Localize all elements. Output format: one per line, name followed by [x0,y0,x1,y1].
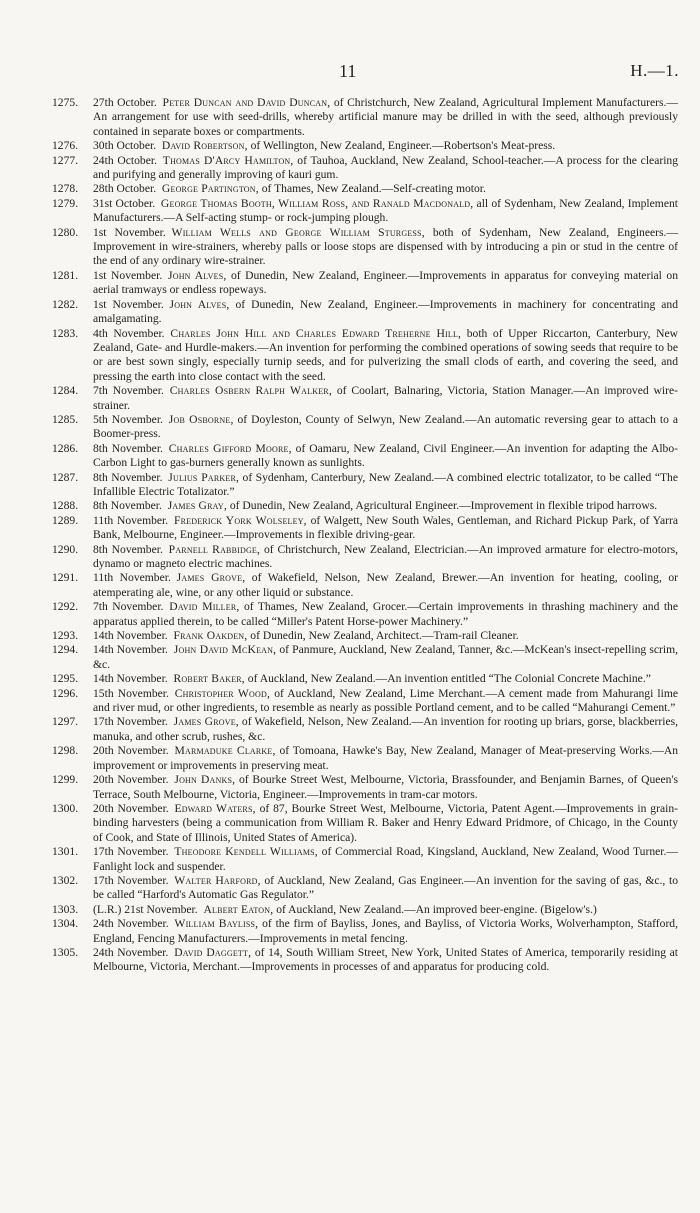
entry-applicants: David Daggett, [174,945,252,959]
entry-text [93,96,678,139]
entry-description: of Auckland, New Zealand, Gas Engineer.—An invention for the saving of gas, &c., to be called “Harford's Automatic Gas Regulator.” [93,873,679,902]
patent-entry [50,571,678,600]
entry-applicants: Frederick York Wolseley, [173,513,307,527]
entry-date: 8th November. [93,441,163,455]
entry-text [93,571,678,600]
entry-number: 1276. [52,139,79,153]
patent-entry [50,802,678,845]
entry-applicants: Albert Eaton, [203,902,274,916]
patent-entry [50,845,678,874]
entry-text [93,744,678,773]
patent-entry [50,298,678,327]
entry-date: 20th November. [93,744,169,758]
patent-entry [50,543,678,572]
page-number: 11 [339,61,357,81]
entry-text [93,269,678,298]
entry-number: 1291. [52,571,79,585]
entry-applicants: William Bayliss, [174,917,259,931]
entry-number: 1292. [52,600,79,614]
entry-applicants: Marmaduke Clarke, [174,744,276,758]
entry-number: 1281. [52,268,79,282]
entry-text [93,384,678,413]
entry-text [93,845,678,874]
entry-number: 1287. [52,470,79,484]
entry-date: 7th November. [93,384,164,398]
entry-description: all of Sydenham, New Zealand, Implement Manufacturers.—A Self-acting stump- or rock-jumping plough. [93,196,678,225]
entry-description: of Auckland, New Zealand.—An improved beer-engine. (Bigelow's.) [273,902,597,916]
entry-text [93,471,678,500]
entry-number: 1282. [52,297,79,311]
patent-entry [50,917,678,946]
entry-number: 1285. [52,412,79,426]
entry-date: 14th November. [93,643,168,657]
entry-applicants: William Wells and George William Sturgess, [171,225,425,239]
entry-number: 1300. [52,801,79,815]
entry-description: of Christchurch, New Zealand, Agricultural Implement Manufacturers.—An arrangement for use with seed-drills, whereby artificial manure may be drilled in with the seed, although previously contained in separate boxes or compartments. [93,96,678,138]
entry-text [93,715,678,744]
entry-description: of 14, South William Street, New York, United States of America, temporarily residing at Melbourne, Victoria, Merchant.—Improvements in processes of and apparatus for producing cold. [93,945,678,974]
entry-text [93,802,678,845]
entry-date: 30th October. [93,139,157,153]
entry-date: 8th November. [93,499,162,513]
entry-date: 17th November. [93,845,169,859]
entry-description: of Sydenham, Canterbury, New Zealand.—A combined electric totalizator, to be called “The Infallible Electric Totalizator.” [93,470,678,498]
entry-text [93,773,678,802]
entry-description: of Thames, New Zealand.—Self-creating motor. [258,182,486,196]
entry-description: of Coolart, Balnaring, Victoria, Station Manager.—An improved wire-strainer. [93,384,678,412]
entry-description: of Dunedin, New Zealand, Engineer.—Improvements in machinery for concentrating and amalgamating. [93,297,678,326]
entry-number: 1304. [52,917,79,931]
entry-number: 1277. [52,153,79,167]
entry-text [93,946,678,975]
patent-entry [50,643,678,672]
patent-entry [50,744,678,773]
entry-applicants: David Miller, [169,600,240,614]
entry-text [93,327,678,385]
entry-applicants: George Thomas Booth, William Ross, and Ranald Macdonald, [160,196,474,210]
patent-entry [50,874,678,903]
entry-applicants: Julius Parker, [168,470,240,484]
entry-applicants: John Alves, [168,268,227,282]
entry-number: 1301. [52,845,79,859]
entry-date: 28th October. [93,182,157,196]
entry-date: 8th November. [93,470,163,484]
entry-text [93,499,678,513]
entry-description: of Bourke Street West, Melbourne, Victoria, Brassfounder, and Benjamin Barnes, of Queen's Terrace, South Melbourne, Victoria, Engineer.—Improvements in tram-car motors. [93,773,679,801]
entry-applicants: Christopher Wood, [174,686,271,700]
patent-entry [50,600,678,629]
entry-date: 5th November. [93,412,163,426]
entry-applicants: Thomas D'Arcy Hamilton, [162,153,294,167]
entry-date: 20th November. [93,801,169,815]
entry-description: of Tauhoa, Auckland, New Zealand, School-teacher.—A process for the clearing and purifying and generally improving of kauri gum. [93,153,679,182]
entry-description: of Oamaru, New Zealand, Civil Engineer.—An invention for adapting the Albo-Carbon Light to gas-burners generally known as sunlights. [93,441,678,470]
entry-applicants: John David McKean, [173,643,277,657]
entry-number: 1303. [52,902,79,916]
entry-text [93,903,678,917]
entry-number: 1298. [52,744,79,758]
patent-entry [50,269,678,298]
entry-date: 4th November. [93,326,165,340]
entry-date: 24th November. [93,917,169,931]
entry-number: 1290. [52,542,79,556]
entry-text [93,629,678,643]
entry-description: of Auckland, New Zealand, Lime Merchant.—A cement made from Mahurangi lime and river mud, or other ingredients, to resemble as nearly as possible Portland cement, and to be called “Mahurangi Cement.” [93,686,678,715]
entry-text [93,197,678,226]
patent-entry [50,687,678,716]
entry-description: of Dunedin, New Zealand, Architect.—Tram-rail Cleaner. [247,629,519,643]
entry-number: 1288. [52,499,79,513]
entry-description: of Tomoana, Hawke's Bay, New Zealand, Manager of Meat-preserving Works.—An improvement or improvements in preserving meat. [93,744,678,772]
entry-text [93,442,678,471]
entry-number: 1294. [52,643,79,657]
entry-number: 1275. [52,96,79,109]
entry-text [93,643,678,672]
patent-entry [50,327,678,385]
entry-applicants: John Alves, [169,297,230,311]
entry-date: 17th November. [93,873,169,887]
patent-entry [50,672,678,686]
entry-date: 8th November. [93,542,163,556]
entry-number: 1280. [52,225,79,239]
patent-entry [50,182,678,196]
entry-text [93,514,678,543]
entry-applicants: David Robertson, [161,139,248,153]
entry-number: 1305. [52,945,79,959]
entry-date: 14th November. [93,629,168,643]
page-header [0,60,700,84]
entry-date: 24th November. [93,945,169,959]
entry-description: of Walgett, New South Wales, Gentleman, and Richard Pickup Park, of Yarra Bank, Melbourne, Engineer.—Improvements in flexible driving-gear. [93,513,678,542]
entry-text [93,672,678,686]
patent-entry [50,197,678,226]
patent-entry [50,629,678,643]
entry-applicants: Charles Gifford Moore, [168,441,292,455]
entry-description: of Commercial Road, Kingsland, Auckland, New Zealand, Wood Turner.—Fanlight lock and suspender. [93,845,678,873]
entry-number: 1297. [52,715,79,729]
entry-date: 1st November. [93,268,163,282]
patent-entry [50,471,678,500]
entry-date: 15th November. [93,686,169,700]
entry-text [93,139,678,153]
entry-date: 20th November. [93,773,169,787]
entry-applicants: James Grove, [176,571,246,585]
entry-number: 1296. [52,686,79,700]
entry-applicants: Charles John Hill and Charles Edward Treherne Hill, [170,326,462,340]
entry-number: 1299. [52,773,79,787]
entry-text [93,687,678,716]
entry-text [93,182,678,196]
entry-description: of Doyleston, County of Selwyn, New Zealand.—An automatic reversing gear to attach to a Boomer-press. [93,412,678,441]
entry-applicants: Robert Baker, [173,672,245,686]
entry-description: of Dunedin, New Zealand, Engineer.—Improvements in apparatus for conveying material on aerial tramways or endless ropeways. [93,268,678,297]
document-reference: H.—1. [630,61,679,80]
entry-text [93,298,678,327]
patent-entry [50,139,678,153]
entry-text [93,226,678,269]
patent-entries-list [50,96,678,975]
entry-applicants: Theodore Kendell Williams, [174,845,318,859]
entry-description: of Thames, New Zealand, Grocer.—Certain improvements in thrashing machinery and the apparatus applied therein, to be called “Miller's Patent Horse-power Machinery.” [93,600,678,628]
patent-entry [50,96,678,139]
entry-description: of Dunedin, New Zealand, Agricultural Engineer.—Improvement in flexible tripod harrows. [226,499,658,513]
entry-text [93,917,678,946]
entry-applicants: James Gray, [167,499,227,513]
entry-number: 1289. [52,513,79,527]
entry-date: 7th November. [93,600,164,614]
entry-description: of Christchurch, New Zealand, Electrician.—An improved armature for electro-motors, dynamo or magneto electric machines. [93,542,678,570]
entry-description: of Wakefield, Nelson, New Zealand, Brewer.—An invention for heating, cooling, or atemperating ale, wine, or any other liquid or substance. [93,571,678,599]
patent-entry [50,442,678,471]
entry-description: of the firm of Bayliss, Jones, and Bayliss, of Victoria Works, Wolverhampton, Stafford, England, Fencing Manufacturers.—Improvements in metal fencing. [93,917,678,945]
entry-applicants: Charles Osbern Ralph Walker, [169,384,332,398]
patent-entry [50,903,678,917]
patent-entry [50,499,678,513]
entry-date: 14th November. [93,672,168,686]
entry-text [93,413,678,442]
entry-number: 1283. [52,326,79,340]
entry-applicants: Job Osborne, [168,412,234,426]
entry-applicants: James Grove, [173,715,239,729]
entry-text [93,154,678,183]
patent-entry [50,226,678,269]
entry-text [93,600,678,629]
entry-date: 27th October. [93,96,157,109]
entry-date: 17th November. [93,715,168,729]
entry-number: 1279. [52,196,79,210]
patent-entry [50,514,678,543]
entry-description: of Panmure, Auckland, New Zealand, Tanner, &c.—McKean's insect-repelling scrim, &c. [93,643,679,671]
entry-number: 1295. [52,672,79,686]
entry-applicants: George Partington, [161,182,259,196]
entry-text [93,543,678,572]
entry-applicants: Parnell Rabbidge, [168,542,261,556]
entry-description: both of Sydenham, New Zealand, Engineers.—Improvement in wire-strainers, whereby palls or loose stops are dispensed with by introducing a pin or stud in the centre of the end of any ordinary wire-strainer. [93,225,678,268]
patent-entry [50,154,678,183]
entry-description: of Wakefield, Nelson, New Zealand.—An invention for rooting up briars, gorse, blackberries, manuka, and other scrub, rushes, &c. [93,715,679,743]
patent-entry [50,413,678,442]
patent-entry [50,773,678,802]
entry-date: 11th November. [93,571,171,585]
entry-description: of Auckland, New Zealand.—An invention entitled “The Colonial Concrete Machine.” [244,672,651,686]
entry-number: 1278. [52,182,79,196]
entry-date: 11th November. [93,513,169,527]
patent-entry [50,946,678,975]
patent-entry [50,384,678,413]
entry-applicants: Peter Duncan and David Duncan, [162,96,331,109]
entry-date: 24th October. [93,153,157,167]
entry-date: (L.R.) 21st November. [93,902,198,916]
entry-number: 1284. [52,384,79,398]
entry-description: of Wellington, New Zealand, Engineer.—Robertson's Meat-press. [247,139,556,153]
entry-description: both of Upper Riccarton, Canterbury, New Zealand, Gate- and Hurdle-makers.—An invention for performing the combined operations of sowing seeds that require to be or are best sown singly, especially turnip seeds, and for pulverizing the small clods of earth, and covering the seed, and pressing the earth into close contact with the seed. [93,326,679,383]
entry-description: of 87, Bourke Street West, Melbourne, Victoria, Patent Agent.—Improvements in grain-binding harvesters (being a communication from William R. Baker and Henry Edward Pridmore, of Chicago, in the County of Cook, and State of Illinois, United States of America). [93,801,678,844]
entry-number: 1286. [52,441,79,455]
entry-date: 1st November. [93,297,164,311]
patent-entry [50,715,678,744]
entry-text [93,874,678,903]
entry-number: 1293. [52,629,79,643]
entry-applicants: Frank Oakden, [173,629,248,643]
entry-date: 1st November. [93,225,166,239]
entry-applicants: Walter Harford, [174,873,261,887]
entry-date: 31st October. [93,196,156,210]
entry-applicants: Edward Waters, [174,801,256,815]
entry-applicants: John Danks, [174,773,236,787]
entry-number: 1302. [52,873,79,887]
